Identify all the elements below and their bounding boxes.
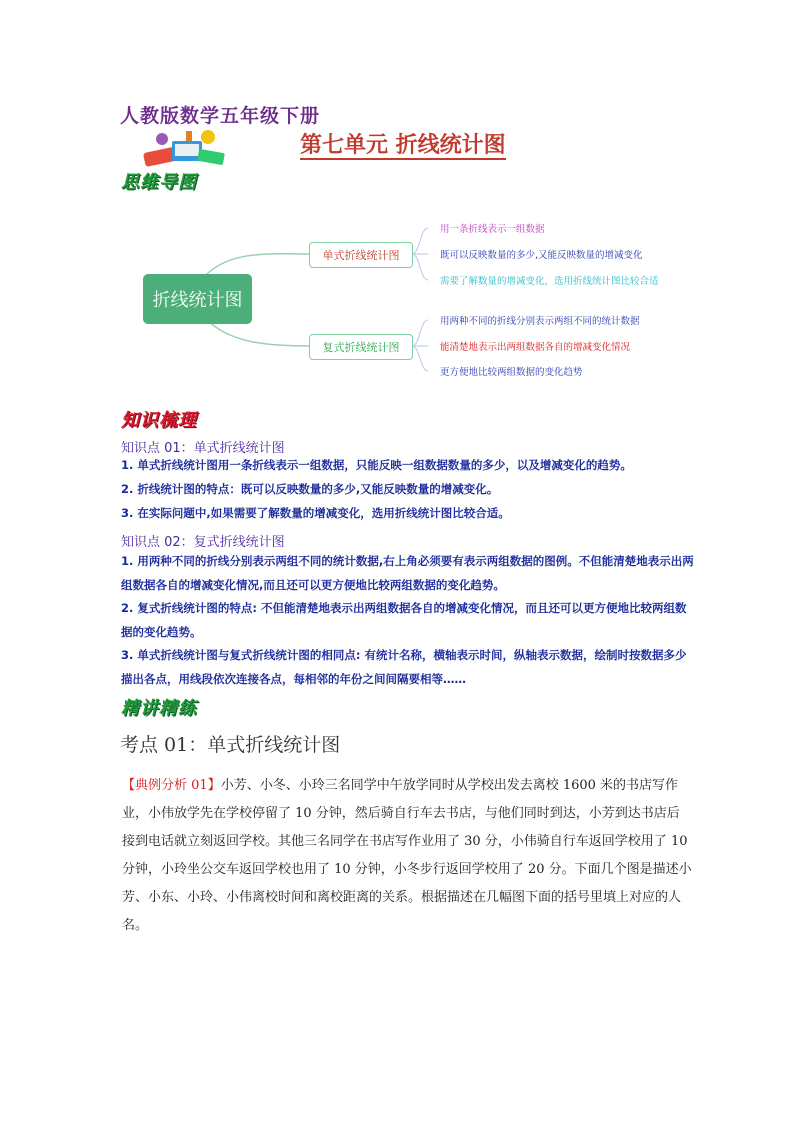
example-text: 小芳、小冬、小玲三名同学中午放学同时从学校出发去离校 1600 米的书店写作业，小伟放学先在学校停留了 10 分钟，然后骑自行车去书店，与他们同时到达，小芳到达书店后接到电话就立刻返回学校。其他三名同学在书店写作业用了 30 分，小伟骑自行车返回学校用了 10 分钟，小玲坐公交车返回学校也用了 10 分钟，小冬步行返回学校用了 20 分。下面几个图是描述小芳、小东、小玲、小伟离校时间和离校距离的关系。根据描述在几幅图下面的括号里填上对应的人名。 [122, 778, 692, 933]
exam-point-title: 考点 01：单式折线统计图 [120, 734, 341, 756]
unit-title: 第七单元 折线统计图 [300, 132, 506, 158]
mindmap-leaf: 更方便地比较两组数据的变化趋势 [440, 367, 583, 378]
mindmap-leaf: 既可以反映数量的多少,又能反映数量的增减变化 [440, 250, 643, 261]
section-mindmap-heading: 思维导图 [121, 172, 197, 193]
mindmap-leaf: 用一条折线表示一组数据 [440, 224, 545, 235]
mindmap-leaf: 能清楚地表示出两组数据各自的增减变化情况 [440, 342, 631, 353]
mindmap-branch-multiple: 复式折线统计图 [309, 334, 413, 360]
knowledge-item: 3. 单式折线统计图与复式折线统计图的相同点: 有统计名称，横轴表示时间，纵轴表示数据，绘制时按数据多少描出各点，用线段依次连接各点，每相邻的年份之间间隔要相等…… [121, 648, 687, 686]
knowledge-item: 3. 在实际问题中,如果需要了解数量的增减变化，选用折线统计图比较合适。 [121, 506, 510, 520]
knowledge-item: 2. 折线统计图的特点：既可以反映数量的多少,又能反映数量的增减变化。 [121, 482, 499, 496]
knowledge-item: 2. 复式折线统计图的特点: 不但能清楚地表示出两组数据各自的增减变化情况，而且还可以更方便地比较两组数据的变化趋势。 [121, 601, 687, 639]
knowledge-item: 1. 用两种不同的折线分别表示两组不同的统计数据,右上角必须要有表示两组数据的图例。不但能清楚地表示出两组数据各自的增减变化情况,而且还可以更方便地比较两组数据的变化趋势。 [121, 554, 694, 592]
section-knowledge-heading: 知识梳理 [121, 410, 197, 431]
mindmap-leaf: 需要了解数量的增减变化，选用折线统计图比较合适 [440, 276, 659, 287]
knowledge-item: 1. 单式折线统计图用一条折线表示一组数据，只能反映一组数据数量的多少，以及增减变化的趋势。 [121, 458, 632, 472]
knowledge-point-title: 知识点 01：单式折线统计图 [121, 441, 285, 456]
example-paragraph [122, 772, 692, 940]
example-tag: 【典例分析 01】 [122, 778, 221, 793]
mindmap-root: 折线统计图 [143, 274, 252, 324]
knowledge-point-title: 知识点 02：复式折线统计图 [121, 535, 285, 550]
mindmap-branch-single: 单式折线统计图 [309, 242, 413, 268]
section-practice-heading: 精讲精练 [121, 698, 197, 719]
textbook-title: 人教版数学五年级下册 [120, 105, 321, 127]
mindmap-leaf: 用两种不同的折线分别表示两组不同的统计数据 [440, 316, 640, 327]
